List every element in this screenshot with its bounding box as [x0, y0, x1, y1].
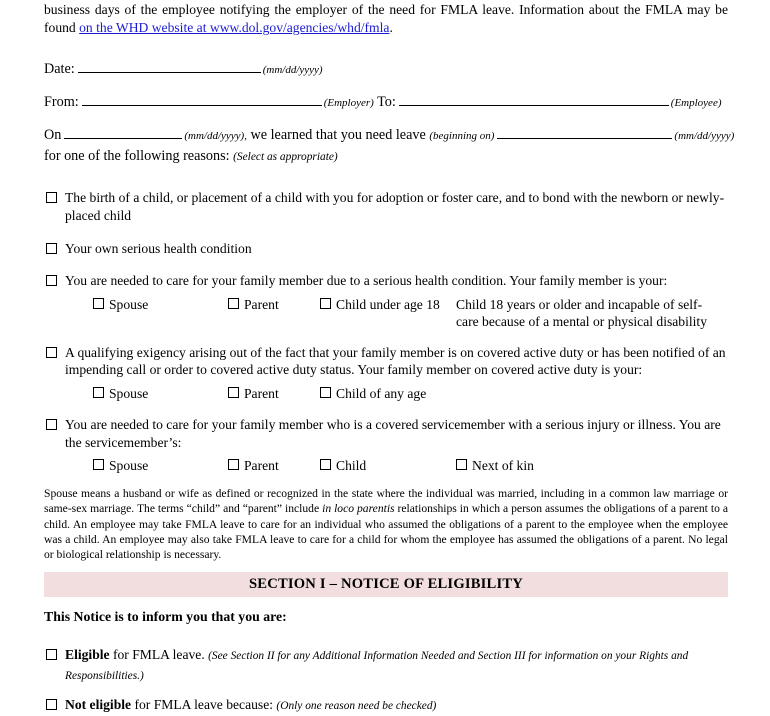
option-parent-exigency-label: Parent: [244, 385, 279, 401]
reason-covered-servicemember[interactable]: [44, 416, 728, 451]
reason-own-serious-health-condition-label: Your own serious health condition: [65, 240, 252, 256]
eligible-bold-lead: Eligible: [65, 647, 110, 663]
checkbox-child-under-18-icon[interactable]: [320, 298, 331, 309]
reasons-hint: (Select as appropriate): [233, 151, 338, 164]
checkbox-covered-servicemember-icon[interactable]: [46, 419, 57, 430]
option-child-any-age-label: Child of any age: [336, 385, 427, 401]
option-parent-health[interactable]: [228, 296, 279, 314]
employee-hint: (Employee): [670, 97, 722, 110]
spouse-definition-paragraph: [44, 486, 728, 562]
intro-paragraph: [44, 1, 728, 37]
option-parent-exigency[interactable]: [228, 385, 279, 403]
option-spouse-exigency[interactable]: [93, 385, 148, 403]
checkbox-parent-servicemember-icon[interactable]: [228, 459, 239, 470]
reason-covered-servicemember-label: You are needed to care for your family member who is a covered servicemember with a serious injury or illness. You are the servicemember’s:: [65, 416, 721, 450]
checkbox-parent-health-icon[interactable]: [228, 298, 239, 309]
checkbox-spouse-health-icon[interactable]: [93, 298, 104, 309]
option-spouse-health-label: Spouse: [109, 296, 149, 312]
option-parent-servicemember[interactable]: [228, 457, 279, 475]
spouse-definition-part2: relationships in which a person assumes the obligations of a parent to a child. An employee may take FMLA leave to care for an individual who assumed the obligations of a parent to the employee when the employee was a child. An employee may also take FMLA leave to care for a child for whom the employee has assumed the obligations of a parent. No legal or biological relationship is necessary.: [44, 502, 728, 561]
option-spouse-servicemember-label: Spouse: [109, 458, 149, 474]
option-next-of-kin-label: Next of kin: [472, 458, 534, 474]
not-eligible-rest: for FMLA leave because:: [131, 697, 277, 713]
on-label: On: [44, 127, 62, 144]
checkbox-parent-exigency-icon[interactable]: [228, 387, 239, 398]
option-child-any-age[interactable]: [320, 385, 426, 403]
option-spouse-health[interactable]: [93, 296, 148, 314]
reasons-intro-row: [44, 147, 728, 166]
beginning-date-hint: (mm/dd/yyyy): [674, 130, 735, 143]
reason-care-for-family-member-label: You are needed to care for your family member due to a serious health condition. Your family member is your:: [65, 273, 668, 289]
spouse-definition-part1: Spouse means a husband or wife as defined or recognized in the state where the individual was married, including in a common law marriage or same-sex marriage. The terms “child” and “parent” include: [44, 487, 728, 516]
reason-birth-or-placement[interactable]: [44, 189, 728, 224]
reason-care-for-family-member[interactable]: [44, 272, 728, 290]
not-eligible-bold-lead: Not eligible: [65, 697, 132, 713]
to-employee-input[interactable]: [399, 94, 669, 106]
option-spouse-servicemember[interactable]: [93, 457, 148, 475]
checkbox-birth-or-placement-icon[interactable]: [46, 192, 57, 203]
checkbox-spouse-servicemember-icon[interactable]: [93, 459, 104, 470]
to-label: To:: [377, 94, 396, 111]
eligible-rest: for FMLA leave.: [109, 647, 209, 663]
servicemember-relationship-options: [44, 457, 728, 475]
option-child-18-or-older-line1: Child 18 years or older and incapable of self-: [456, 296, 703, 312]
in-loco-parentis-italic: in loco parentis: [322, 502, 395, 516]
option-next-of-kin[interactable]: [456, 457, 534, 475]
learned-text: we learned that you need leave: [250, 127, 426, 144]
option-child-18-or-older-line2: care because of a mental or physical disability: [456, 314, 708, 330]
checkbox-child-any-age-icon[interactable]: [320, 387, 331, 398]
reason-birth-or-placement-label: The birth of a child, or placement of a child with you for adoption or foster care, and to bond with the newborn or newly-placed child: [65, 190, 725, 223]
not-eligible-note: (Only one reason need be checked): [276, 700, 437, 713]
checkbox-qualifying-exigency-icon[interactable]: [46, 347, 57, 358]
option-child-under-18-label: Child under age 18: [336, 296, 440, 312]
option-child-servicemember-label: Child: [336, 458, 367, 474]
date-input[interactable]: [78, 61, 261, 73]
checkbox-own-serious-health-condition-icon[interactable]: [46, 243, 57, 254]
reason-qualifying-exigency[interactable]: [44, 344, 728, 379]
from-to-field-row: [44, 93, 728, 112]
option-child-under-18[interactable]: [320, 296, 440, 314]
whd-website-link[interactable]: on the WHD website at www.dol.gov/agencies/whd/fmla: [79, 20, 390, 36]
date-field-row: [44, 60, 728, 79]
on-date-input[interactable]: [64, 127, 182, 139]
document-body: [44, 0, 735, 716]
date-hint: (mm/dd/yyyy): [262, 64, 323, 77]
beginning-on-hint: (beginning on): [429, 130, 495, 143]
leave-beginning-input[interactable]: [497, 127, 672, 139]
on-date-field-row: [44, 126, 735, 145]
notice-intro-line: This Notice is to inform you that you are:: [44, 609, 287, 625]
checkbox-spouse-exigency-icon[interactable]: [93, 387, 104, 398]
checkbox-child-servicemember-icon[interactable]: [320, 459, 331, 470]
option-child-18-or-older[interactable]: [456, 296, 707, 331]
from-label: From:: [44, 94, 79, 111]
option-child-servicemember[interactable]: [320, 457, 366, 475]
eligible-note: (See Section II for any Additional Information Needed and Section III for information on your Rights and Responsibilities.): [65, 650, 689, 682]
checkbox-not-eligible-icon[interactable]: [46, 699, 57, 710]
section-i-banner: SECTION I – NOTICE OF ELIGIBILITY: [44, 572, 728, 597]
family-member-relationship-options: [44, 296, 728, 332]
reasons-line: for one of the following reasons:: [44, 148, 230, 165]
date-label: Date:: [44, 61, 75, 78]
employer-hint: (Employer): [323, 97, 374, 110]
eligibility-option-not-eligible[interactable]: [44, 696, 728, 716]
exigency-relationship-options: [44, 385, 728, 403]
eligibility-option-eligible[interactable]: [44, 646, 728, 685]
option-parent-health-label: Parent: [244, 296, 279, 312]
on-date-hint: (mm/dd/yyyy),: [184, 130, 247, 143]
intro-text-after-link: .: [389, 20, 393, 36]
reason-qualifying-exigency-label: A qualifying exigency arising out of the fact that your family member is on covered active duty or has been notified of an impending call or order to covered active duty status. Your family member on covered active duty is your:: [65, 344, 726, 378]
from-employer-input[interactable]: [82, 94, 322, 106]
checkbox-next-of-kin-icon[interactable]: [456, 459, 467, 470]
option-spouse-exigency-label: Spouse: [109, 385, 149, 401]
checkbox-care-for-family-member-icon[interactable]: [46, 275, 57, 286]
reason-own-serious-health-condition[interactable]: [44, 240, 728, 258]
checkbox-eligible-icon[interactable]: [46, 649, 57, 660]
option-parent-servicemember-label: Parent: [244, 458, 279, 474]
intro-text-before-link: business days of the employee notifying the employer of the need for FMLA leave. Information about the FMLA may be found: [44, 2, 728, 36]
